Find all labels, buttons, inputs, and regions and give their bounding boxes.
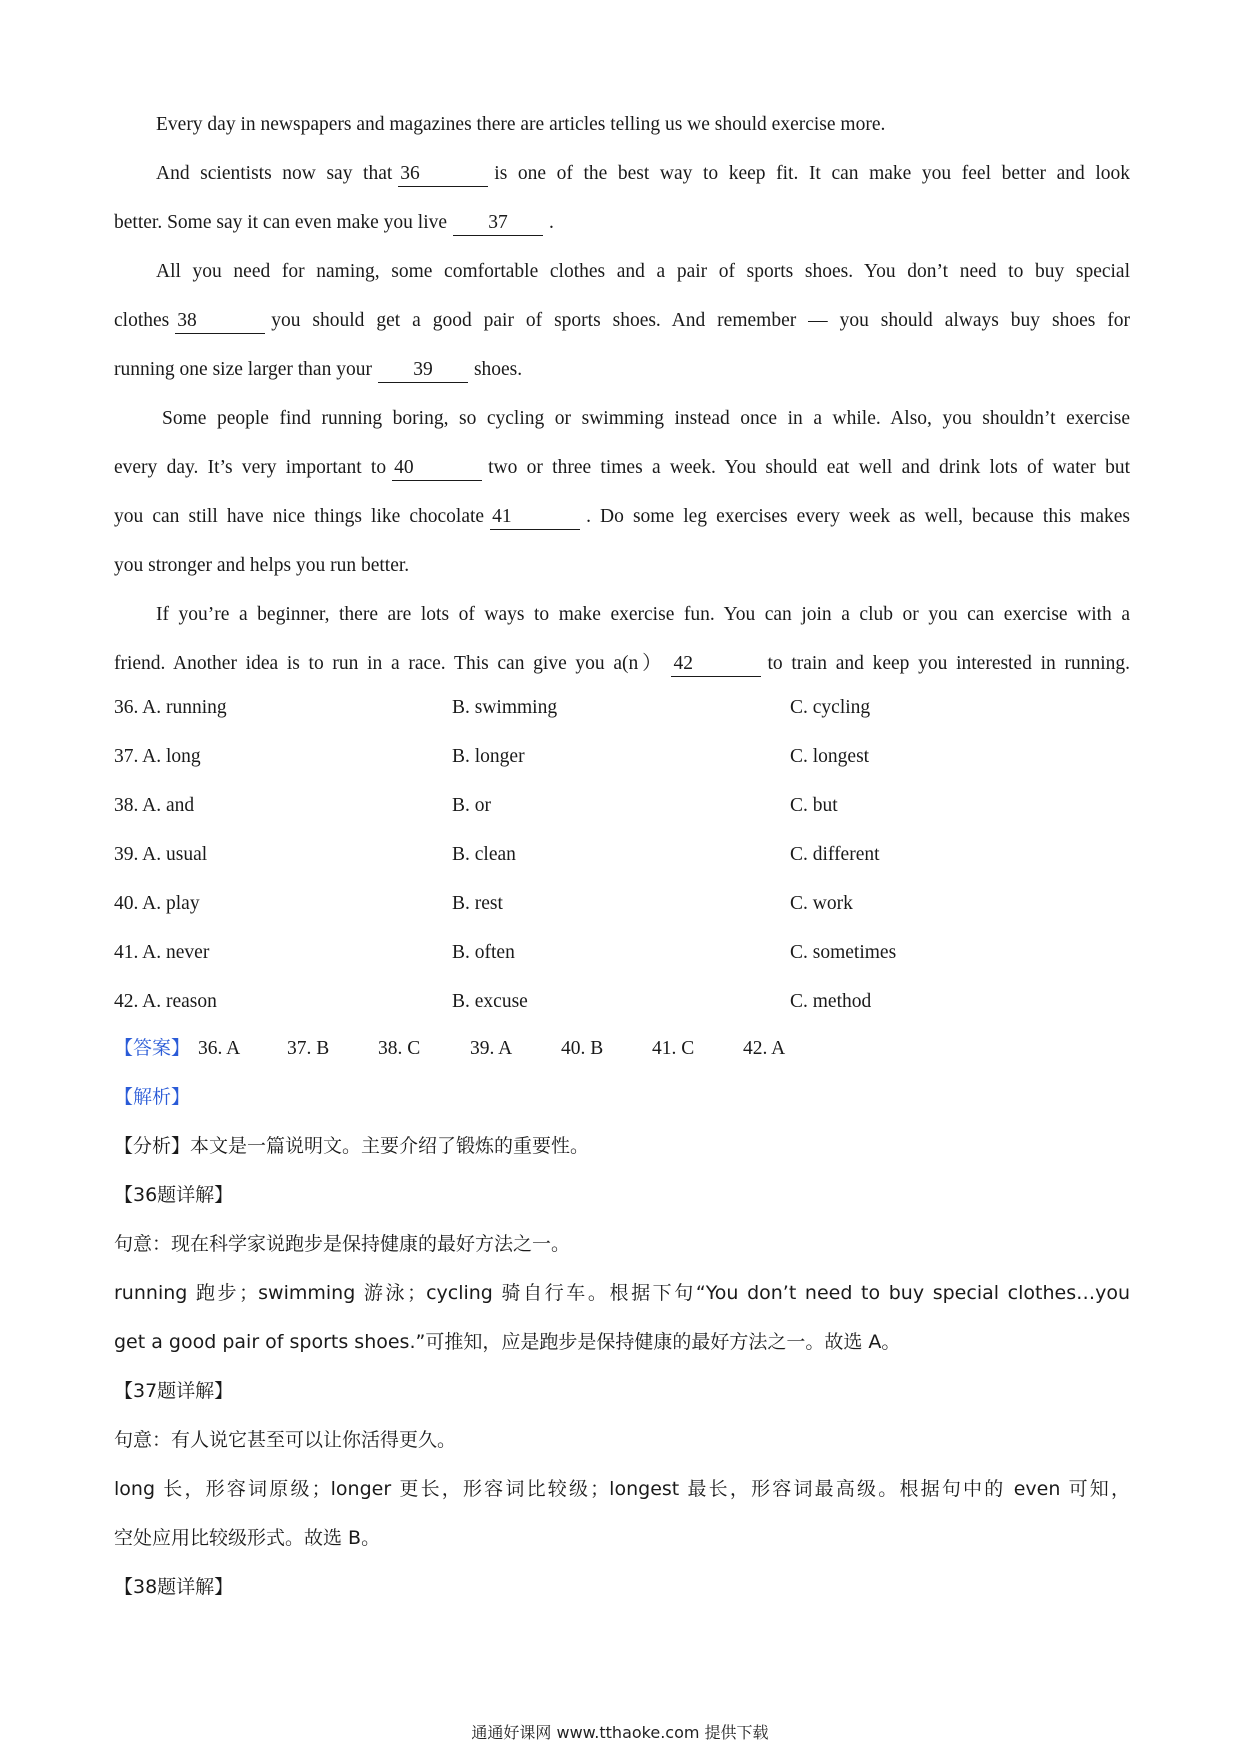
option-c: C. method [790, 991, 872, 1012]
analysis-label: 【解析】 [114, 1086, 191, 1108]
passage-line: you can still have nice things like chocolate 41 . Do some leg exercises every week as well, because this makes [114, 492, 1130, 541]
passage-line: friend. Another idea is to run in a race. This can give you a(n） 42 to train and keep you interested in running. [114, 639, 1130, 688]
page-footer: 通通好课网 www.tthaoke.com 提供下载 [471, 1723, 769, 1742]
answer-item: 41. C [652, 1038, 695, 1059]
analysis-line: 句意：有人说它甚至可以让你活得更久。 [114, 1429, 457, 1451]
option-row-40 [114, 879, 1130, 928]
passage-line: Every day in newspapers and magazines there are articles telling us we should exercise more. [156, 114, 886, 135]
passage-line: And scientists now say that 36 is one of the best way to keep fit. It can make you feel better and look [114, 149, 1130, 198]
blank-40: 40 [392, 456, 482, 481]
cloze-passage [114, 100, 1130, 688]
blank-36: 36 [398, 162, 488, 187]
passage-line: every day. It’s very important to 40 two or three times a week. You should eat well and drink lots of water but [114, 443, 1130, 492]
option-c: C. but [790, 795, 838, 816]
answer-options [114, 683, 1130, 1026]
blank-42: 42 [671, 652, 761, 677]
option-a: 41. A. never [114, 942, 210, 963]
answer-item: 38. C [378, 1038, 421, 1059]
answer-item: 40. B [561, 1038, 604, 1059]
analysis-summary: 【分析】本文是一篇说明文。主要介绍了锻炼的重要性。 [114, 1135, 590, 1157]
passage-line: If you’re a beginner, there are lots of ways to make exercise fun. You can join a club or you can exercise with a [156, 604, 1130, 625]
option-a: 38. A. and [114, 795, 195, 816]
passage-line: All you need for naming, some comfortable clothes and a pair of sports shoes. You don’t need to buy special [156, 261, 1130, 282]
option-row-37 [114, 732, 1130, 781]
answer-item: 42. A [743, 1038, 786, 1059]
passage-line: running one size larger than your 39 shoes. [114, 345, 1130, 394]
option-b: B. rest [452, 893, 503, 914]
option-a: 39. A. usual [114, 844, 208, 865]
passage-line: Some people find running boring, so cycling or swimming instead once in a while. Also, you shouldn’t exercise [162, 408, 1130, 429]
option-b: B. often [452, 942, 515, 963]
passage-line: better. Some say it can even make you live 37 . [114, 198, 1130, 247]
option-b: B. swimming [452, 697, 558, 718]
answer-key [114, 1024, 1130, 1073]
blank-41: 41 [490, 505, 580, 530]
option-b: B. longer [452, 746, 525, 767]
option-c: C. longest [790, 746, 870, 767]
answer-item: 36. A [198, 1038, 241, 1059]
option-row-38 [114, 781, 1130, 830]
option-a: 36. A. running [114, 697, 227, 718]
option-a: 40. A. play [114, 893, 200, 914]
analysis-line: long 长，形容词原级；longer 更长，形容词比较级；longest 最长，形容词最高级。根据句中的 even 可知， [114, 1478, 1130, 1500]
question-heading-37: 【37题详解】 [114, 1380, 234, 1402]
answer-item: 37. B [287, 1038, 330, 1059]
answer-label: 【答案】 [114, 1037, 191, 1059]
answer-item: 39. A [470, 1038, 513, 1059]
option-row-42 [114, 977, 1130, 1026]
blank-39: 39 [378, 358, 468, 383]
option-c: C. sometimes [790, 942, 897, 963]
option-c: C. work [790, 893, 853, 914]
option-b: B. clean [452, 844, 516, 865]
question-heading-38: 【38题详解】 [114, 1576, 234, 1598]
analysis-line: 句意：现在科学家说跑步是保持健康的最好方法之一。 [114, 1233, 571, 1255]
passage-line: clothes 38 you should get a good pair of sports shoes. And remember — you should always buy shoes for [114, 296, 1130, 345]
option-b: B. or [452, 795, 491, 816]
blank-38: 38 [175, 309, 265, 334]
question-heading-36: 【36题详解】 [114, 1184, 234, 1206]
analysis-line: get a good pair of sports shoes.”可推知，应是跑步是保持健康的最好方法之一。故选 A。 [114, 1331, 901, 1353]
option-a: 42. A. reason [114, 991, 217, 1012]
option-b: B. excuse [452, 991, 528, 1012]
option-c: C. different [790, 844, 880, 865]
option-row-39 [114, 830, 1130, 879]
passage-line: you stronger and helps you run better. [114, 555, 410, 576]
analysis-line: running 跑步；swimming 游泳；cycling 骑自行车。根据下句“You don’t need to buy special clothes…you [114, 1282, 1130, 1304]
blank-37: 37 [453, 211, 543, 236]
option-row-36 [114, 683, 1130, 732]
option-c: C. cycling [790, 697, 871, 718]
option-row-41 [114, 928, 1130, 977]
analysis-section [114, 1073, 1130, 1612]
option-a: 37. A. long [114, 746, 201, 767]
analysis-line: 空处应用比较级形式。故选 B。 [114, 1527, 381, 1549]
